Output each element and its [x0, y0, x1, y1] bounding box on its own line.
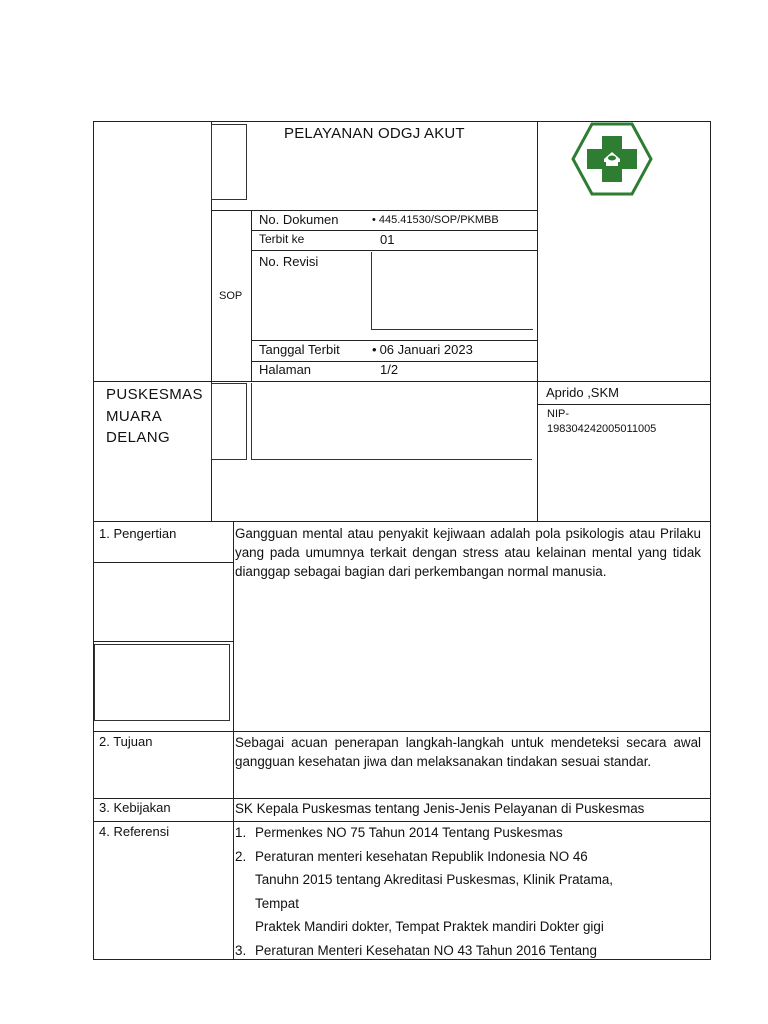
field-line-3 [251, 340, 537, 341]
signatory-name: Aprido ,SKM [546, 385, 619, 400]
field-label-divider [251, 210, 252, 382]
pengertian-text: Gangguan mental atau penyakit kejiwaan adalah pola psikologis atau Prilaku yang pada umumnya terkait dengan stress atau kelainan mental yang tidak dianggap sebagai bagian dari perkembangan normal manusia. [235, 526, 701, 579]
header-bottom-line [93, 521, 711, 522]
referensi-list [235, 825, 705, 966]
pengertian-label: 1. Pengertian [99, 526, 177, 541]
halaman-label: Halaman [259, 362, 312, 377]
referensi-text: Praktek Mandiri dokter, Tempat Praktek mandiri Dokter gigi [255, 919, 604, 934]
row-line-referensi [93, 821, 711, 822]
body-label-divider [233, 521, 234, 959]
referensi-item [235, 872, 705, 896]
organization-name [106, 384, 203, 449]
referensi-item [235, 825, 705, 849]
referensi-num: 1. [235, 825, 247, 840]
halaman-value: 1/2 [380, 362, 399, 377]
referensi-text: Peraturan Menteri Kesehatan NO 43 Tahun 2016 Tentang [255, 942, 597, 958]
pengertian-sub-line-2 [93, 641, 233, 642]
puskesmas-logo-icon [571, 122, 653, 196]
pengertian-sub-line [93, 562, 233, 563]
tanggal-terbit-value: • 06 Januari 2023 [372, 342, 473, 357]
signatory-divider [537, 404, 711, 405]
referensi-text: Permenkes NO 75 Tahun 2014 Tentang Puskesmas [255, 825, 563, 840]
signature-area-box [251, 383, 532, 460]
header-divider-right [537, 121, 538, 522]
org-line-1: PUSKESMAS [106, 386, 203, 403]
org-line-2: MUARA [106, 407, 163, 425]
org-side-box [211, 383, 247, 460]
terbit-ke-label: Terbit ke [259, 232, 305, 246]
org-line-3: DELANG [106, 429, 171, 446]
field-line-2 [251, 250, 537, 251]
row-line-tujuan [93, 731, 711, 732]
document-title: PELAYANAN ODGJ AKUT [284, 125, 465, 142]
sop-label: SOP [219, 290, 243, 302]
title-side-box [211, 124, 247, 200]
terbit-ke-value: 01 [380, 232, 395, 247]
tanggal-terbit-label: Tanggal Terbit [259, 342, 340, 357]
referensi-label: 4. Referensi [99, 824, 170, 839]
referensi-text: Tanuhn 2015 tentang Akreditasi Puskesmas, Klinik Pratama, [255, 872, 614, 887]
kebijakan-text: SK Kepala Puskesmas tentang Jenis-Jenis Pelayanan di Puskesmas [235, 801, 645, 816]
tujuan-text: Sebagai acuan penerapan langkah-langkah untuk mendeteksi secara awal gangguan kesehatan jiwa dan melaksanakan tindakan sesuai standar. [235, 735, 701, 769]
table-border-right [710, 121, 711, 960]
title-bottom-line [211, 210, 537, 211]
referensi-num: 2. [235, 848, 247, 864]
no-dokumen-value: • 445.41530/SOP/PKMBB [372, 214, 499, 226]
revision-value-box [371, 252, 533, 330]
pengertian-side-box [94, 644, 230, 721]
nip-value: 198304242005011005 [547, 423, 657, 435]
field-line-1 [251, 230, 537, 231]
referensi-item [235, 896, 705, 920]
no-revisi-label: No. Revisi [259, 254, 319, 269]
referensi-text: Peraturan menteri kesehatan Republik Indonesia NO 46 [255, 848, 588, 864]
tujuan-label: 2. Tujuan [99, 734, 153, 749]
no-dokumen-label: No. Dokumen [259, 212, 339, 227]
referensi-item [235, 849, 705, 873]
referensi-num: 3. [235, 942, 247, 958]
nip-label: NIP- [547, 408, 569, 420]
referensi-item [235, 943, 705, 967]
kebijakan-label: 3. Kebijakan [99, 800, 171, 815]
row-line-kebijakan [93, 798, 711, 799]
header-middle-line [93, 381, 711, 382]
table-border-left [93, 121, 94, 960]
referensi-text: Tempat [255, 895, 299, 911]
referensi-item [235, 919, 705, 943]
